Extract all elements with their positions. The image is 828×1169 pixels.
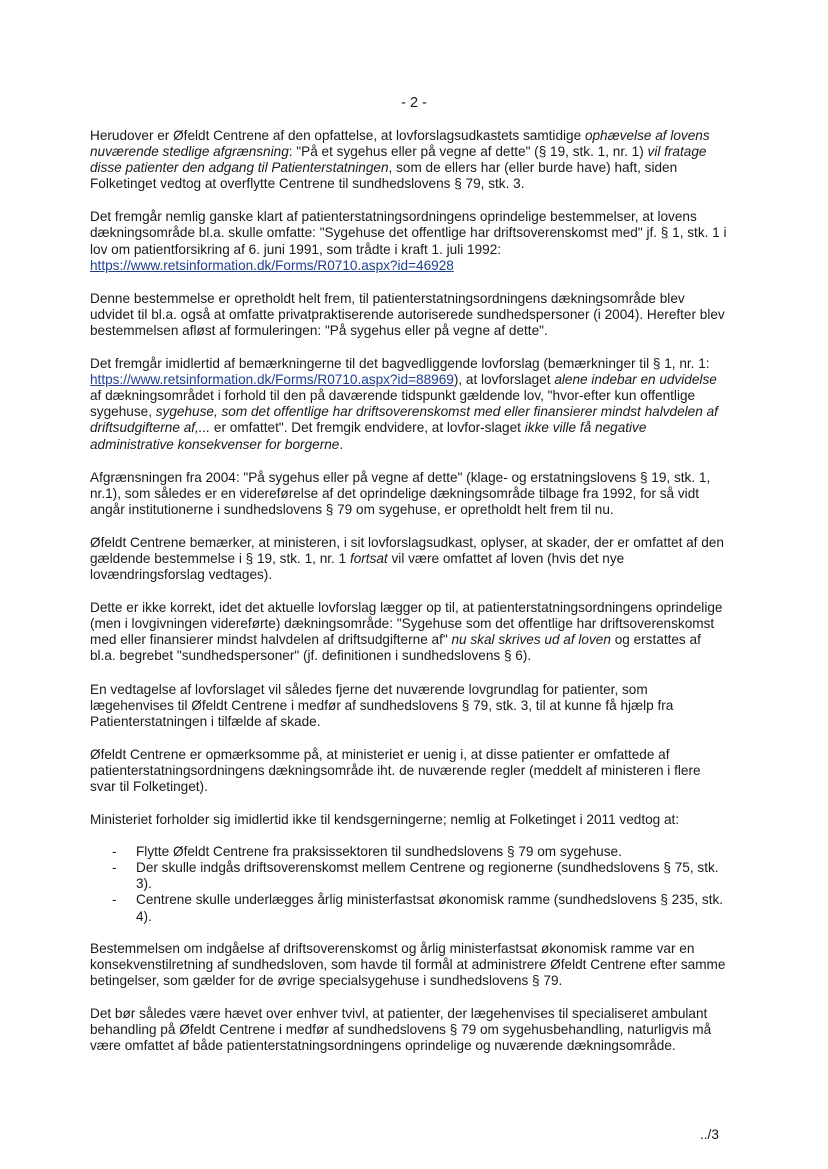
text-run: af dækningsområdet i forhold til den på daværende tidspunkt gældende lov, "hvor-efter kun offentlige sygehuse, [90, 388, 696, 420]
retsinformation-link-88969[interactable]: https://www.retsinformation.dk/Forms/R0710.aspx?id=88969 [90, 372, 454, 388]
emphasis-text: vil fratage disse patienter den adgang til Patienterstatningen [90, 144, 707, 176]
text-run: Det bør således være hævet over enhver tvivl, at patienter, der lægehenvises til specialiseret ambulant behandling på Øfeldt Centrene i medfør af sundhedslovens § 79 om sygehusbehandling, naturligvis må være omfattet af både patienterstatningsordningens oprindelige og nuværende dækningsområde. [90, 1005, 712, 1054]
emphasis-text: ikke ville få negative administrative konsekvenser for borgerne [90, 420, 647, 452]
bullet-list [90, 844, 728, 924]
text-run: vil være omfattet af loven (hvis det nye lovændringsforslag vedtages). [90, 550, 625, 583]
text-run: . [339, 436, 344, 452]
paragraph-6 [90, 535, 728, 583]
paragraph-1 [90, 128, 728, 192]
text-run: En vedtagelse af lovforslaget vil således fjerne det nuværende lovgrundlag for patienter, som lægehenvises til Øfeldt Centrene i medfør af sundhedslovens § 79, stk. 3, til at kunne få hjælp fra Patienterstatningen i tilfælde af skade. [90, 681, 674, 729]
text-run: ), at lovforslaget [453, 372, 555, 388]
text-run: Herudover er Øfeldt Centrene af den opfattelse, at lovforslagsudkastets samtidige [90, 128, 585, 143]
paragraph-9 [90, 747, 728, 795]
paragraph-7 [90, 600, 728, 664]
text-run: Øfeldt Centrene bemærker, at ministeren, i sit lovforslagsudkast, oplyser, at skader, der er omfattet af den gældende bestemmelse i § 19, stk. 1, nr. 1 [90, 534, 724, 566]
continuation-marker: ../3 [700, 1127, 719, 1142]
text-run: Det fremgår imidlertid af bemærkningerne til det bagvedliggende lovforslag (bemærkninger til § 1, nr. 1: [90, 356, 710, 372]
text-run: Denne bestemmelse er opretholdt helt frem, til patienterstatningsordningens dækningsområde blev udvidet til bl.a. også at omfatte privatpraktiserende autoriserede sundhedspersoner (i 2004). Herefter blev bestemmelsen afløst af formuleringen: "På sygehus eller på vegne af dette". [90, 290, 725, 338]
text-run: Afgrænsningen fra 2004: "På sygehus eller på vegne af dette" (klage- og erstatningslovens § 19, stk. 1, nr.1), som således er en videreførelse af det oprindelige dækningsområde tilbage fra 1992, for så vidt angår institutionerne i sundhedslovens § 79 om sygehuse, er opretholdt helt frem til nu. [90, 469, 711, 517]
list-item: - Centrene skulle underlægges årlig ministerfastsat økonomisk ramme (sundhedslovens § 235, stk. 4). [90, 892, 728, 924]
text-run: Øfeldt Centrene er opmærksomme på, at ministeriet er uenig i, at disse patienter er omfattede af patienterstatningsordningens dækningsområde iht. de nuværende regler (meddelt af ministeren i flere svar til Folketinget). [90, 746, 701, 794]
text-run: , som de ellers har (eller burde have) haft, siden Folketinget vedtog at overflytte Centrene til sundhedslovens § 79, stk. 3. [90, 160, 678, 192]
emphasis-text: fortsat [349, 550, 388, 566]
emphasis-text: alene indebar en udvidelse [554, 372, 717, 388]
text-run: Bestemmelsen om indgåelse af driftsoverenskomst og årlig ministerfastsat økonomisk ramme var en konsekvenstilretning af sundhedsloven, som havde til formål at administrere Øfeldt Centrene efter samme betingelser, som gælder for de øvrige specialsygehuse i sundhedslovens § 79. [90, 940, 726, 988]
text-run: Det fremgår nemlig ganske klart af patienterstatningsordningens oprindelige bestemmelser, at lovens dækningsområde bl.a. skulle omfatte: "Sygehuse det offentlige har driftsoverenskomst med" jf. § 1, stk. 1 i lov om patientforsikring af 6. juni 1991, som trådte i kraft 1. juli 1992: [90, 209, 727, 257]
text-run: er omfattet". Det fremgik endvidere, at lovfor-slaget [210, 420, 525, 436]
emphasis-text: nu skal skrives ud af loven [451, 632, 611, 648]
emphasis-text: ophævelse af lovens nuværende stedlige afgrænsning [90, 128, 710, 160]
paragraph-8 [90, 682, 728, 730]
closing-paragraph-1 [90, 941, 728, 989]
emphasis-text: sygehuse, som det offentlige har driftsoverenskomst med eller finansierer mindst halvdelen af driftsudgifterne af,... [90, 404, 718, 436]
list-item: - Der skulle indgås driftsoverenskomst mellem Centrene og regionerne (sundhedslovens § 75, stk. 3). [90, 860, 728, 892]
closing-paragraph-2 [90, 1006, 728, 1054]
text-run: og erstattes af bl.a. begrebet "sundhedspersoner" (jf. definitionen i sundhedslovens § 6). [90, 632, 701, 664]
list-item: - Flytte Øfeldt Centrene fra praksissektoren til sundhedslovens § 79 om sygehuse. [90, 844, 728, 860]
paragraph-5 [90, 470, 728, 518]
paragraph-2 [90, 209, 728, 273]
page-number: - 2 - [401, 95, 427, 111]
text-run: Dette er ikke korrekt, idet det aktuelle lovforslag lægger op til, at patienterstatningsordningens oprindelige (men i lovgivningen videreførte) dækningsområde: "Sygehuse som det offentlige har driftsoverenskomst med eller finansierer mindst halvdelen af driftsudgifterne af" [90, 600, 723, 648]
text-run: Ministeriet forholder sig imidlertid ikke til kendsgerningerne; nemlig at Folketinget i 2011 vedtog at: [90, 812, 680, 828]
text-run: : "På et sygehus eller på vegne af dette" (§ 19, stk. 1, nr. 1) [288, 144, 648, 160]
paragraph-10 [90, 812, 728, 828]
paragraph-4 [90, 356, 728, 453]
retsinformation-link-46928[interactable]: https://www.retsinformation.dk/Forms/R0710.aspx?id=46928 [90, 257, 454, 273]
document-body [90, 128, 728, 1070]
paragraph-3 [90, 291, 728, 339]
